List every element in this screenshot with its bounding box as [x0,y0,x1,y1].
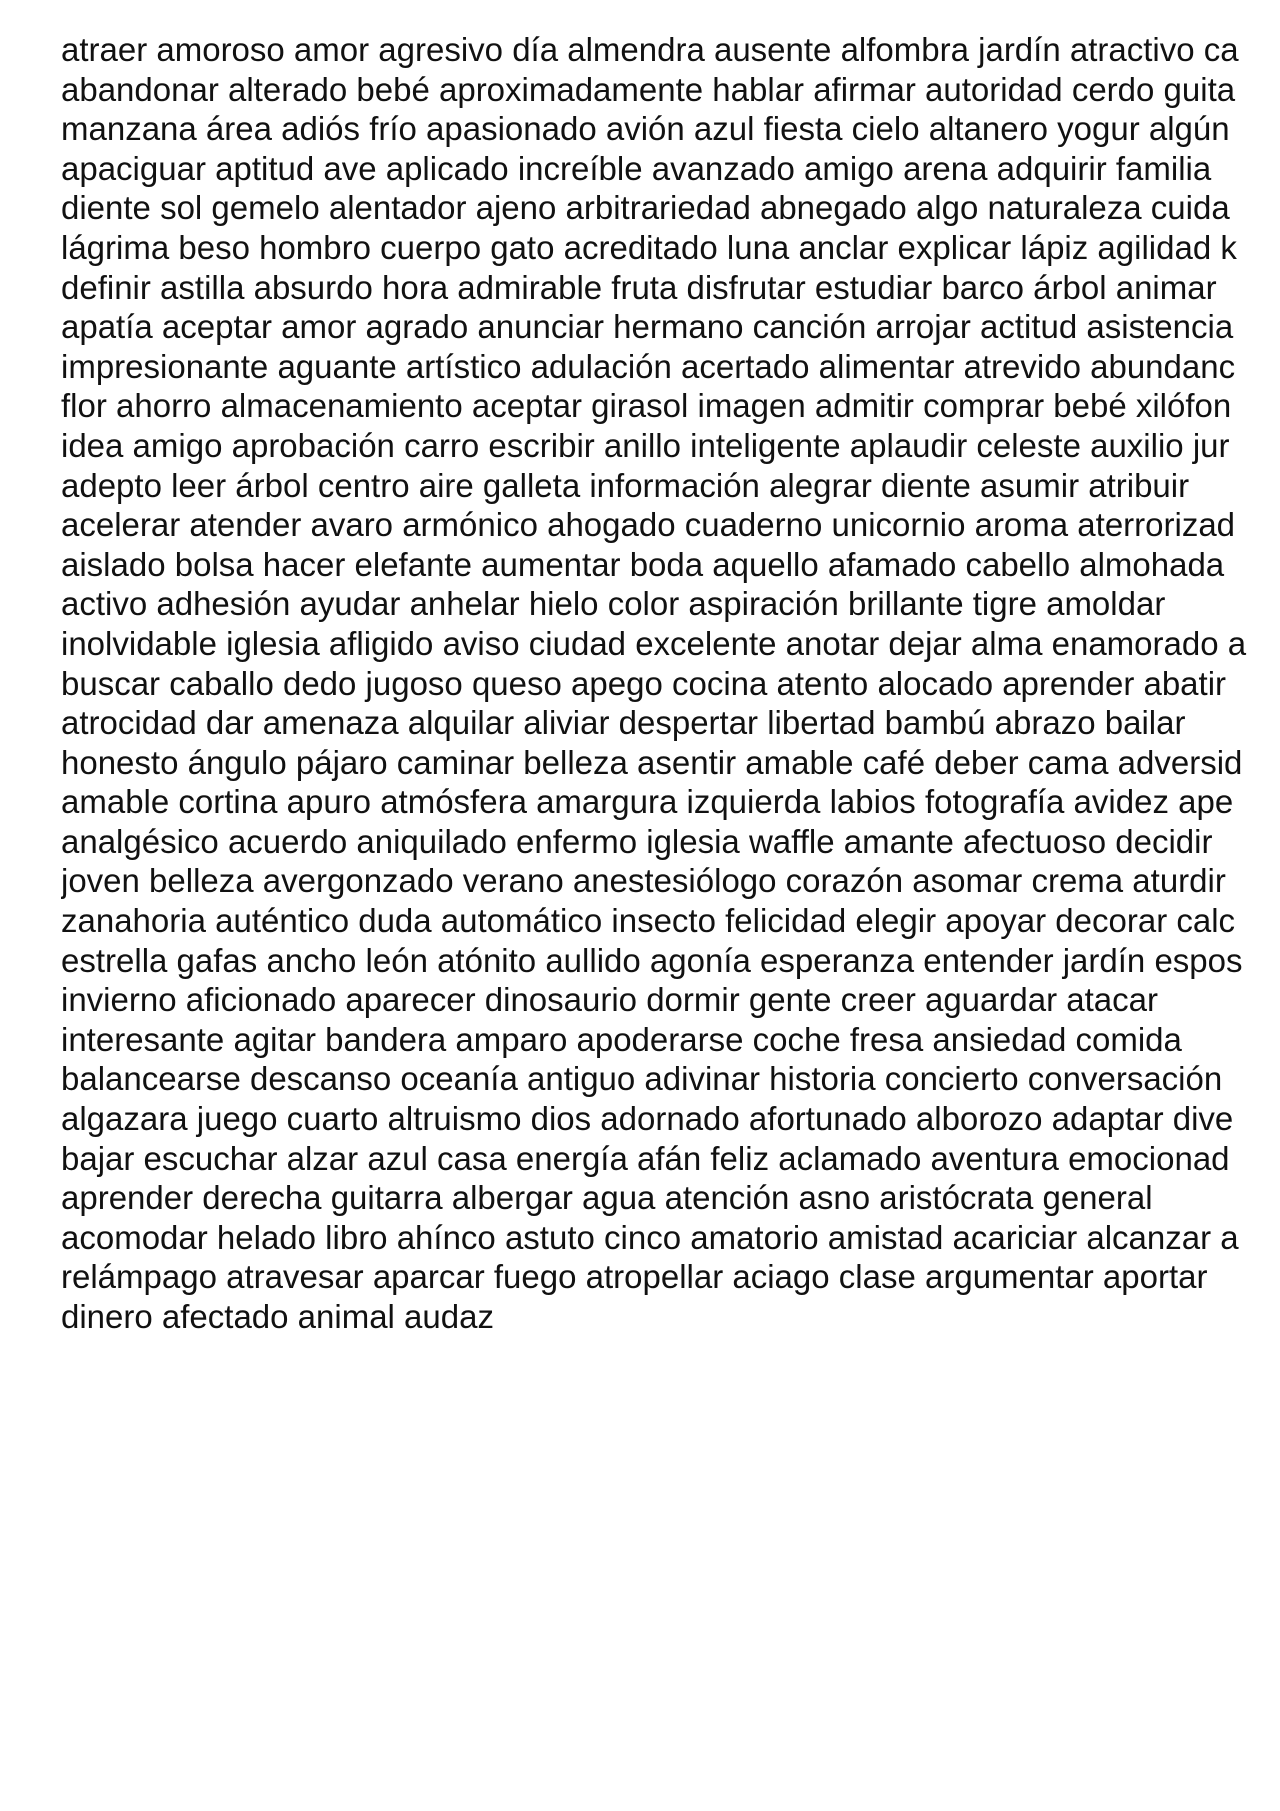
text-line: buscar caballo dedo jugoso queso apego cocina atento alocado aprender abatir [61,664,1227,702]
text-line: atraer amoroso amor agresivo día almendra ausente alfombra jardín atractivo ca [61,31,1239,68]
text-line: dinero afectado animal audaz [61,1298,494,1335]
body-text [61,30,1280,1337]
text-line: bajar escuchar alzar azul casa energía afán feliz aclamado aventura emocionad [61,1139,1230,1177]
text-line: lágrima beso hombro cuerpo gato acreditado luna anclar explicar lápiz agilidad k [61,228,1237,266]
text-line: acelerar atender avaro armónico ahogado cuaderno unicornio aroma aterrorizad [61,506,1236,544]
text-line: diente sol gemelo alentador ajeno arbitrariedad abnegado algo naturaleza cuida [61,189,1230,227]
text-line: activo adhesión ayudar anhelar hielo color aspiración brillante tigre amoldar [61,585,1166,623]
text-line: flor ahorro almacenamiento aceptar girasol imagen admitir comprar bebé xilófon [61,387,1232,425]
text-line: joven belleza avergonzado verano anestesiólogo corazón asomar crema aturdir [61,862,1226,900]
text-line: estrella gafas ancho león atónito aullido agonía esperanza entender jardín espos [61,941,1243,979]
text-line: honesto ángulo pájaro caminar belleza asentir amable café deber cama adversid [61,743,1243,781]
text-line: atrocidad dar amenaza alquilar aliviar despertar libertad bambú abrazo bailar [61,704,1186,742]
text-line: invierno aficionado aparecer dinosaurio dormir gente creer aguardar atacar [61,981,1158,1019]
text-line: balancearse descanso oceanía antiguo adivinar historia concierto conversación [61,1060,1223,1098]
text-line: zanahoria auténtico duda automático insecto felicidad elegir apoyar decorar calc [61,902,1236,940]
text-line: amable cortina apuro atmósfera amargura izquierda labios fotografía avidez ape [61,783,1234,821]
text-line: inolvidable iglesia afligido aviso ciudad excelente anotar dejar alma enamorado a [61,624,1247,662]
text-line: impresionante aguante artístico adulación acertado alimentar atrevido abundanc [61,347,1236,385]
text-line: definir astilla absurdo hora admirable fruta disfrutar estudiar barco árbol animar [61,268,1217,306]
text-line: apaciguar aptitud ave aplicado increíble avanzado amigo arena adquirir familia [61,149,1212,187]
text-line: acomodar helado libro ahínco astuto cinco amatorio amistad acariciar alcanzar a [61,1218,1239,1256]
text-line: aislado bolsa hacer elefante aumentar boda aquello afamado cabello almohada [61,545,1225,583]
text-line: adepto leer árbol centro aire galleta información alegrar diente asumir atribuir [61,466,1190,504]
text-line: relámpago atravesar aparcar fuego atropellar aciago clase argumentar aportar [61,1258,1208,1296]
text-line: analgésico acuerdo aniquilado enfermo iglesia waffle amante afectuoso decidir [61,822,1213,860]
text-line: aprender derecha guitarra albergar agua atención asno aristócrata general [61,1179,1153,1217]
text-line: interesante agitar bandera amparo apoderarse coche fresa ansiedad comida [61,1020,1182,1058]
text-line: abandonar alterado bebé aproximadamente hablar afirmar autoridad cerdo guita [61,70,1236,108]
text-line: apatía aceptar amor agrado anunciar hermano canción arrojar actitud asistencia [61,308,1234,346]
text-line: algazara juego cuarto altruismo dios adornado afortunado alborozo adaptar dive [61,1100,1234,1138]
text-line: manzana área adiós frío apasionado avión azul fiesta cielo altanero yogur algún [61,110,1230,148]
text-line: idea amigo aprobación carro escribir anillo inteligente aplaudir celeste auxilio jur [61,426,1230,464]
